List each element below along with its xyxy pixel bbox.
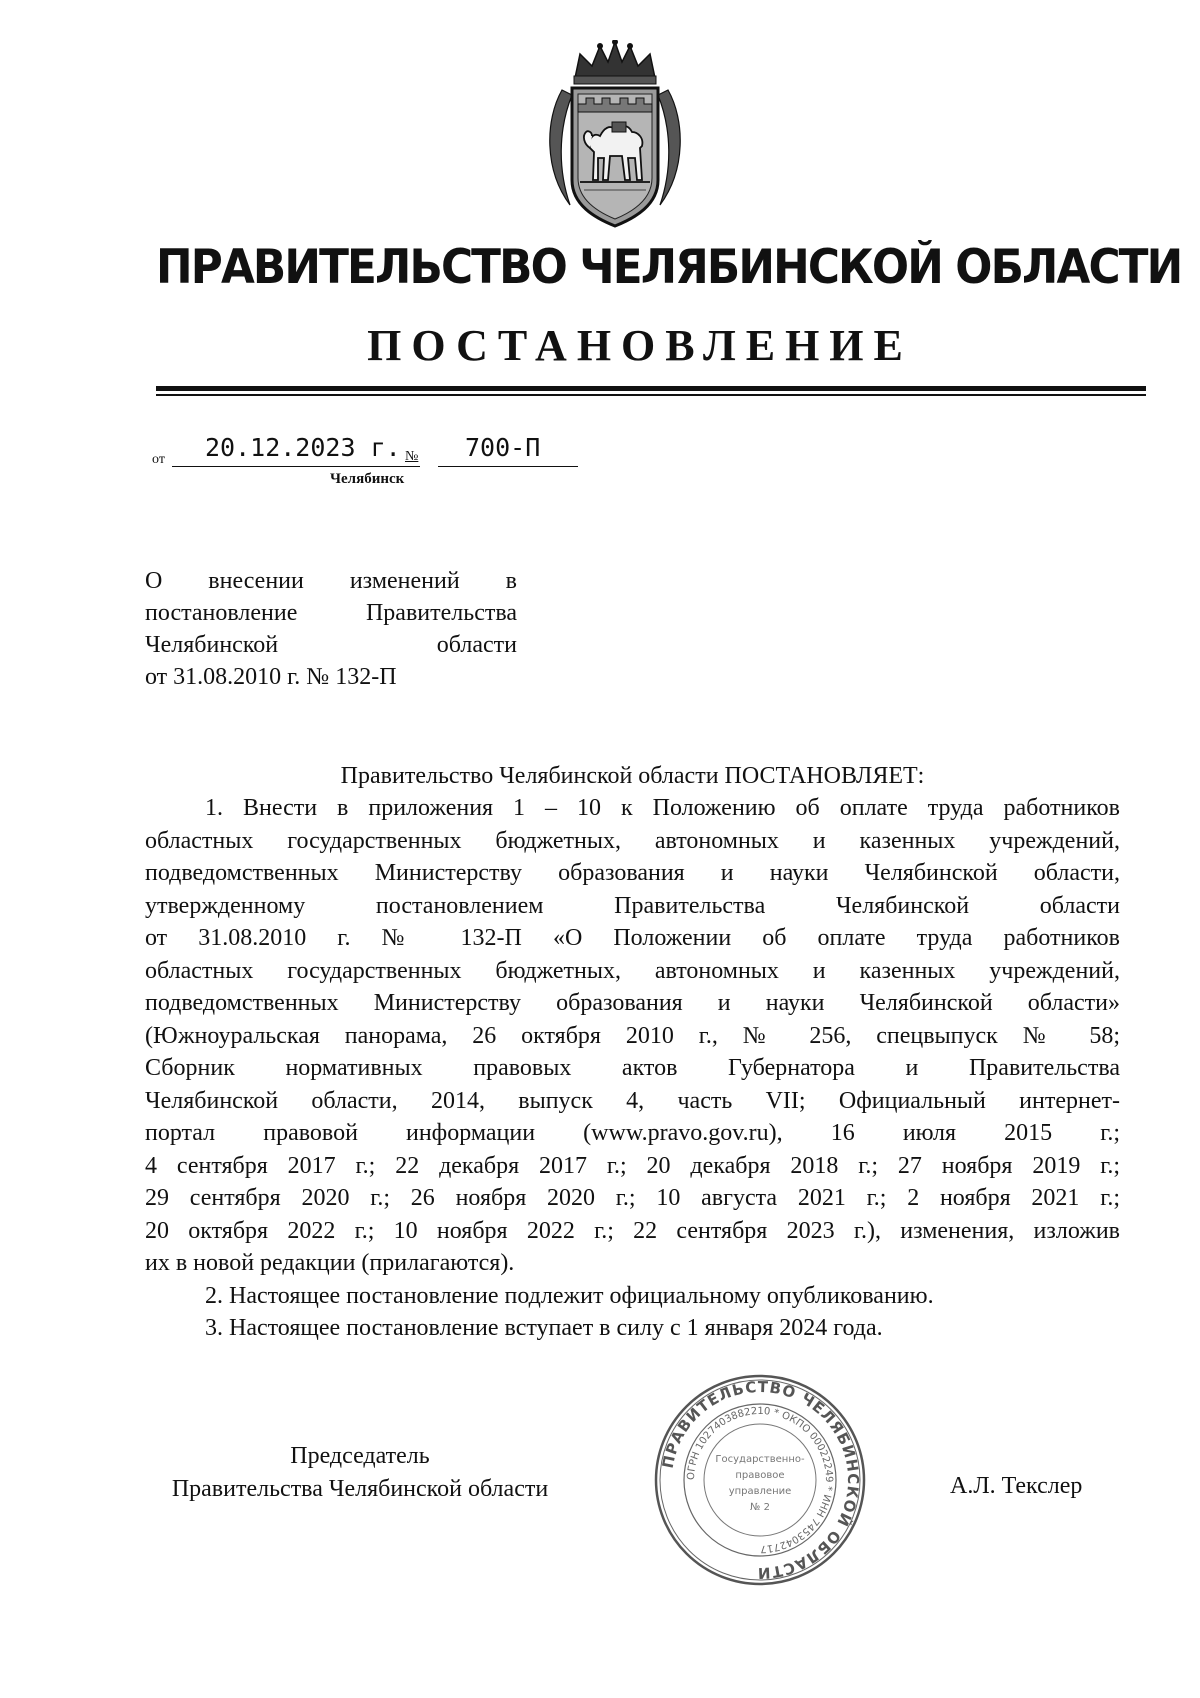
number-sign: № [405, 449, 419, 464]
city-label: Челябинск [330, 471, 405, 487]
document-type-heading: ПОСТАНОВЛЕНИЕ [367, 321, 913, 370]
date-prefix: от [152, 452, 165, 467]
item-1-line: 1. Внести в приложения 1 – 10 к Положению об оплате труда работников [205, 795, 1120, 821]
document-subject [145, 565, 517, 693]
header-rule-thick [156, 386, 1146, 391]
item-1-line: их в новой редакции (прилагаются). [145, 1250, 515, 1276]
item-1-line: областных государственных бюджетных, автономных и казенных учреждений, [145, 827, 1120, 854]
signatory-title-line: Правительства Челябинской области [171, 1476, 549, 1502]
coat-of-arms-emblem [540, 40, 690, 230]
stamp-center-line: правовое [735, 1470, 785, 1481]
item-1-line: Челябинской области, 2014, выпуск 4, часть VII; Официальный интернет- [145, 1087, 1120, 1114]
subject-line: О внесении изменений в [145, 568, 517, 594]
number-underline [438, 466, 578, 467]
document-body [145, 792, 1120, 1345]
item-1-line: 29 сентября 2020 г.; 26 ноября 2020 г.; 10 августа 2021 г.; 2 ноября 2021 г.; [145, 1185, 1120, 1211]
organization-title: ПРАВИТЕЛЬСТВО ЧЕЛЯБИНСКОЙ ОБЛАСТИ [156, 240, 1182, 295]
item-1-line: утвержденному постановлением Правительства Челябинской области [145, 892, 1120, 919]
official-seal-stamp [650, 1370, 870, 1590]
document-date: 20.12.2023 г. [205, 433, 401, 462]
item-1-line: областных государственных бюджетных, автономных и казенных учреждений, [145, 957, 1120, 984]
header-rule-thin [156, 394, 1146, 396]
item-1-line: 4 сентября 2017 г.; 22 декабря 2017 г.; 20 декабря 2018 г.; 27 ноября 2019 г.; [145, 1152, 1120, 1179]
subject-line: от 31.08.2010 г. № 132-П [145, 664, 397, 690]
item-1-line: подведомственных Министерству образования и науки Челябинской области, [145, 860, 1120, 886]
item-3: 3. Настоящее постановление вступает в силу с 1 января 2024 года. [205, 1315, 883, 1341]
item-1-line: (Южноуральская панорама, 26 октября 2010 г., № 256, спецвыпуск № 58; [145, 1022, 1120, 1049]
stamp-center-line: Государственно- [715, 1454, 805, 1465]
document-number: 700-П [465, 433, 541, 462]
subject-line: постановление Правительства [145, 600, 517, 626]
item-1-line: портал правовой информации (www.pravo.gov.ru), 16 июля 2015 г.; [145, 1120, 1120, 1146]
stamp-center-line: управление [728, 1486, 792, 1497]
item-1-line: подведомственных Министерству образования и науки Челябинской области» [145, 990, 1120, 1016]
signatory-name: А.Л. Текслер [950, 1473, 1083, 1499]
item-2: 2. Настоящее постановление подлежит официальному опубликованию. [205, 1282, 934, 1309]
subject-line: Челябинской области [145, 632, 517, 658]
preamble: Правительство Челябинской области ПОСТАНОВЛЯЕТ: [340, 763, 925, 789]
signatory-title-line: Председатель [290, 1443, 430, 1469]
stamp-ring-text: ОГРН 1027403882210 * ОКПО 00022249 * ИНН 7453042717 [685, 1405, 835, 1555]
date-underline [172, 466, 420, 467]
item-1-line: 20 октября 2022 г.; 10 ноября 2022 г.; 22 сентября 2023 г.), изменения, изложив [145, 1217, 1120, 1244]
item-1-line: от 31.08.2010 г. № 132-П «О Положении об оплате труда работников [145, 925, 1120, 951]
stamp-center-line: № 2 [750, 1502, 770, 1513]
item-1-line: Сборник нормативных правовых актов Губернатора и Правительства [145, 1055, 1120, 1081]
stamp-outer-text: ПРАВИТЕЛЬСТВО ЧЕЛЯБИНСКОЙ ОБЛАСТИ [658, 1377, 863, 1583]
signatory-title [140, 1440, 580, 1506]
